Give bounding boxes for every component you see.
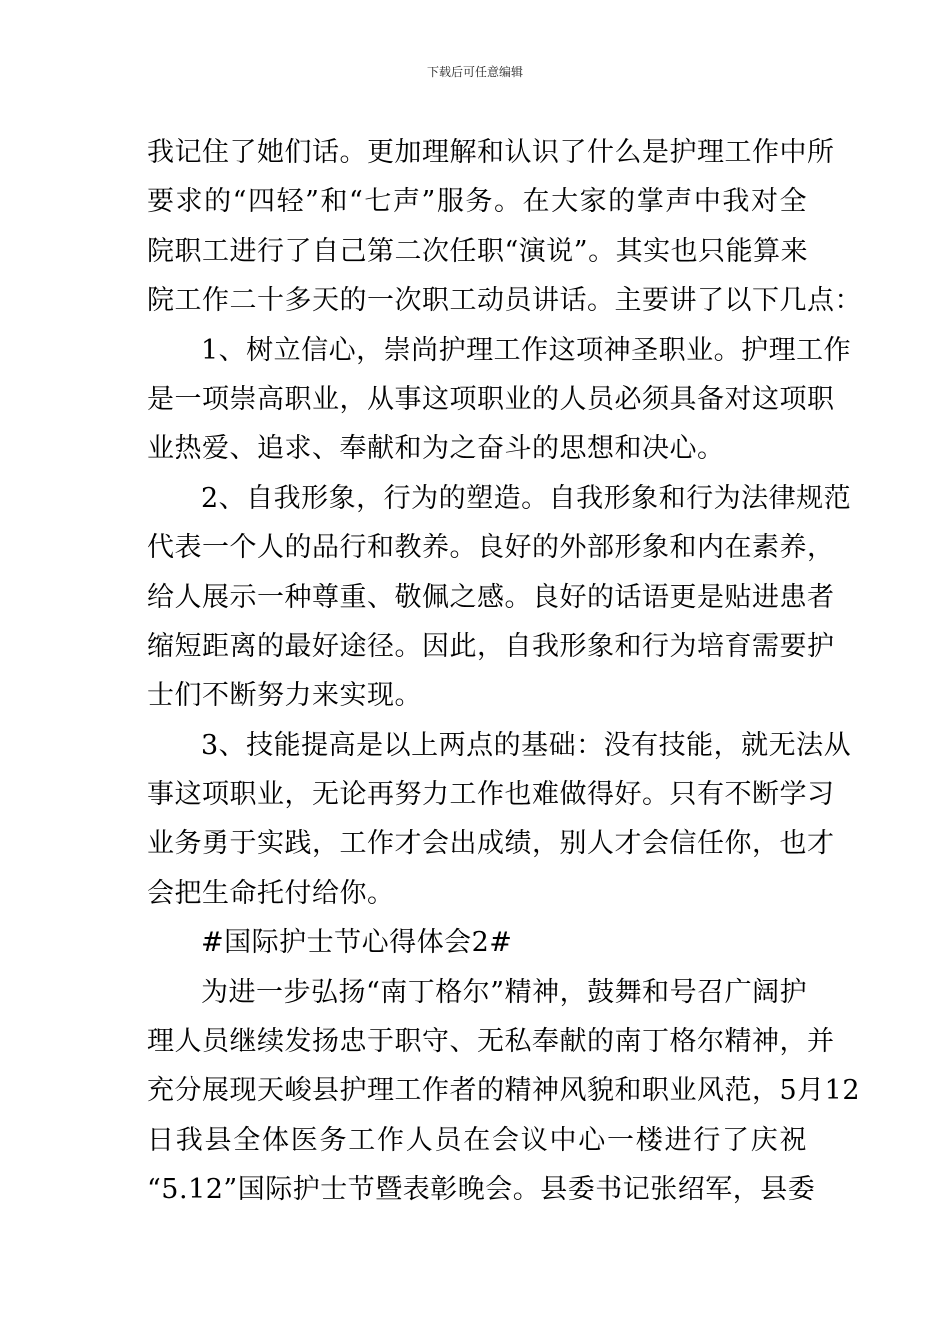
text-line: 2、自我形象，行为的塑造。自我形象和行为法律规范 [201,482,852,514]
text-line: 业热爱、追求、奉献和为之奋斗的思想和决心。 [147,433,725,465]
text-line: 理人员继续发扬忠于职守、无私奉献的南丁格尔精神，并 [147,1026,835,1058]
page-header-note: 下载后可任意编辑 [426,65,523,79]
text-line: 充分展现天峻县护理工作者的精神风貌和职业风范，5月12 [147,1075,861,1107]
text-line: 3、技能提高是以上两点的基础：没有技能，就无法从 [201,729,852,761]
text-line: 院工作二十多天的一次职工动员讲话。主要讲了以下几点： [147,285,862,317]
text-line: 我记住了她们话。更加理解和认识了什么是护理工作中所 [147,137,835,168]
text-line: 日我县全体医务工作人员在会议中心一楼进行了庆祝 [147,1124,807,1156]
text-line: 为进一步弘扬“南丁格尔”精神，鼓舞和号召广阔护 [201,976,808,1008]
text-line: “5.12”国际护士节暨表彰晚会。县委书记张绍军，县委 [147,1174,816,1206]
section-heading: #国际护士节心得体会2# [201,927,513,959]
text-line: 院职工进行了自己第二次任职“演说”。其实也只能算来 [147,235,809,267]
text-line: 业务勇于实践，工作才会出成绩，别人才会信任你，也才 [147,828,835,860]
text-line: 1、树立信心，崇尚护理工作这项神圣职业。护理工作 [201,334,852,366]
text-line: 会把生命托付给你。 [147,877,395,909]
text-line: 给人展示一种尊重、敬佩之感。良好的话语更是贴进患者 [147,581,835,613]
text-line: 缩短距离的最好途径。因此，自我形象和行为培育需要护 [147,630,835,662]
text-line: 代表一个人的品行和教养。良好的外部形象和内在素养， [147,532,835,564]
text-line: 事这项职业，无论再努力工作也难做得好。只有不断学习 [147,779,835,811]
text-line: 要求的“四轻”和“七声”服务。在大家的掌声中我对全 [147,186,807,218]
text-line: 士们不断努力来实现。 [147,680,422,712]
text-line: 是一项崇高职业，从事这项职业的人员必须具备对这项职 [147,383,835,415]
document-body [147,128,862,1215]
